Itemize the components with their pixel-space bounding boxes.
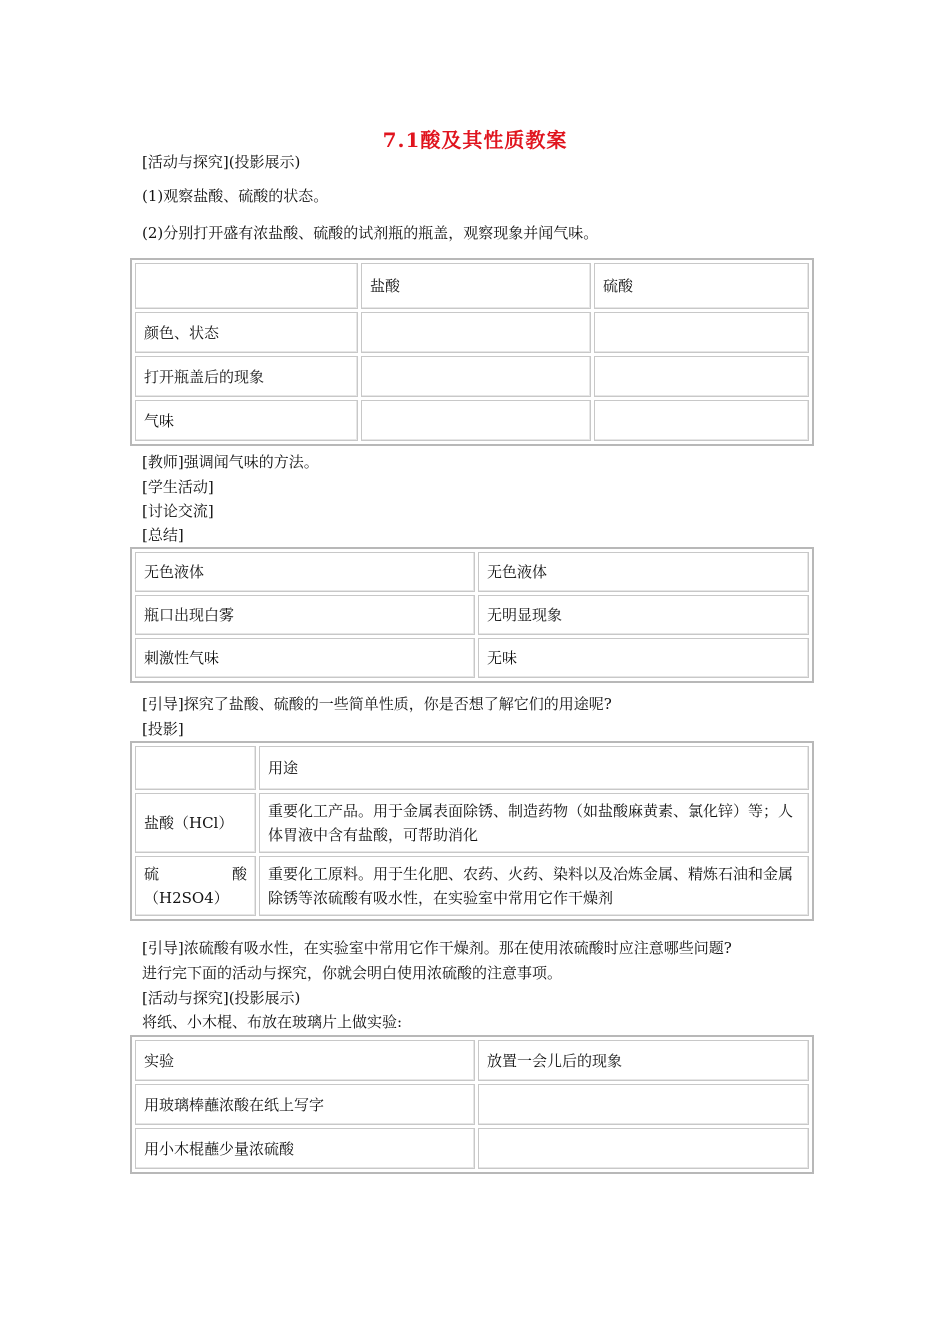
acid-formula: （H2SO4） bbox=[144, 889, 229, 907]
acid-name-cell bbox=[135, 856, 256, 916]
table-cell: 打开瓶盖后的现象 bbox=[135, 356, 358, 397]
table-cell bbox=[594, 356, 809, 397]
table-cell bbox=[135, 746, 256, 790]
table-row bbox=[135, 793, 809, 853]
table-cell: 颜色、状态 bbox=[135, 312, 358, 353]
summary-note: [总结] bbox=[142, 526, 184, 544]
page-title: 7.1酸及其性质教案 bbox=[382, 128, 568, 152]
activity-heading: [活动与探究](投影展示) bbox=[142, 153, 301, 171]
activity-2-text: 将纸、小木棍、布放在玻璃片上做实验: bbox=[142, 1013, 403, 1031]
table-header-cell: 盐酸 bbox=[361, 263, 591, 309]
table-header-cell: 放置一会儿后的现象 bbox=[478, 1040, 809, 1081]
table-header-cell: 用途 bbox=[259, 746, 809, 790]
table-cell bbox=[594, 312, 809, 353]
guide-text-2-line-2: 进行完下面的活动与探究，你就会明白使用浓硫酸的注意事项。 bbox=[142, 964, 563, 982]
table-cell bbox=[135, 263, 358, 309]
observation-table bbox=[130, 258, 814, 446]
table-cell: 用玻璃棒蘸浓酸在纸上写字 bbox=[135, 1084, 475, 1125]
acid-use-cell: 重要化工产品。用于金属表面除锈、制造药物（如盐酸麻黄素、氯化锌）等；人体胃液中含有盐酸，可帮助消化 bbox=[259, 793, 809, 853]
table-cell: 无色液体 bbox=[478, 552, 809, 592]
table-cell bbox=[361, 312, 591, 353]
activity-2-heading: [活动与探究](投影展示) bbox=[142, 989, 301, 1007]
table-header-row bbox=[135, 1040, 809, 1081]
table-cell: 刺激性气味 bbox=[135, 638, 475, 678]
experiment-table bbox=[130, 1035, 814, 1174]
acid-use-cell: 重要化工原料。用于生化肥、农药、火药、染料以及冶炼金属、精炼石油和金属除锈等浓硫酸有吸水性，在实验室中常用它作干燥剂 bbox=[259, 856, 809, 916]
step-2-text: (2)分别打开盛有浓盐酸、硫酸的试剂瓶的瓶盖，观察现象并闻气味。 bbox=[142, 224, 599, 242]
table-row bbox=[135, 856, 809, 916]
student-activity-note: [学生活动] bbox=[142, 478, 214, 496]
table-cell bbox=[478, 1084, 809, 1125]
table-cell bbox=[361, 400, 591, 441]
table-row bbox=[135, 400, 809, 441]
guide-text-2-line-1: [引导]浓硫酸有吸水性，在实验室中常用它作干燥剂。那在使用浓硫酸时应注意哪些问题? bbox=[142, 939, 732, 957]
table-cell bbox=[478, 1128, 809, 1169]
table-header-cell: 实验 bbox=[135, 1040, 475, 1081]
table-cell bbox=[594, 400, 809, 441]
table-cell: 无明显现象 bbox=[478, 595, 809, 635]
guide-text-1: [引导]探究了盐酸、硫酸的一些简单性质，你是否想了解它们的用途呢? bbox=[142, 695, 612, 713]
table-cell: 瓶口出现白雾 bbox=[135, 595, 475, 635]
table-row bbox=[135, 638, 809, 678]
table-row bbox=[135, 356, 809, 397]
table-row bbox=[135, 552, 809, 592]
table-cell: 无色液体 bbox=[135, 552, 475, 592]
table-row bbox=[135, 595, 809, 635]
table-cell bbox=[361, 356, 591, 397]
table-cell: 无味 bbox=[478, 638, 809, 678]
table-cell: 气味 bbox=[135, 400, 358, 441]
acid-name-cell: 盐酸（HCl） bbox=[135, 793, 256, 853]
table-header-row bbox=[135, 746, 809, 790]
table-header-row bbox=[135, 263, 809, 309]
step-1-text: (1)观察盐酸、硫酸的状态。 bbox=[142, 187, 329, 205]
table-header-cell: 硫酸 bbox=[594, 263, 809, 309]
projection-label: [投影] bbox=[142, 720, 184, 738]
discussion-note: [讨论交流] bbox=[142, 502, 214, 520]
table-cell: 用小木棍蘸少量浓硫酸 bbox=[135, 1128, 475, 1169]
uses-table bbox=[130, 741, 814, 921]
table-row bbox=[135, 1084, 809, 1125]
table-row bbox=[135, 312, 809, 353]
table-row bbox=[135, 1128, 809, 1169]
acid-name-top: 硫 酸 bbox=[144, 865, 247, 883]
summary-table bbox=[130, 547, 814, 683]
teacher-note: [教师]强调闻气味的方法。 bbox=[142, 453, 319, 471]
